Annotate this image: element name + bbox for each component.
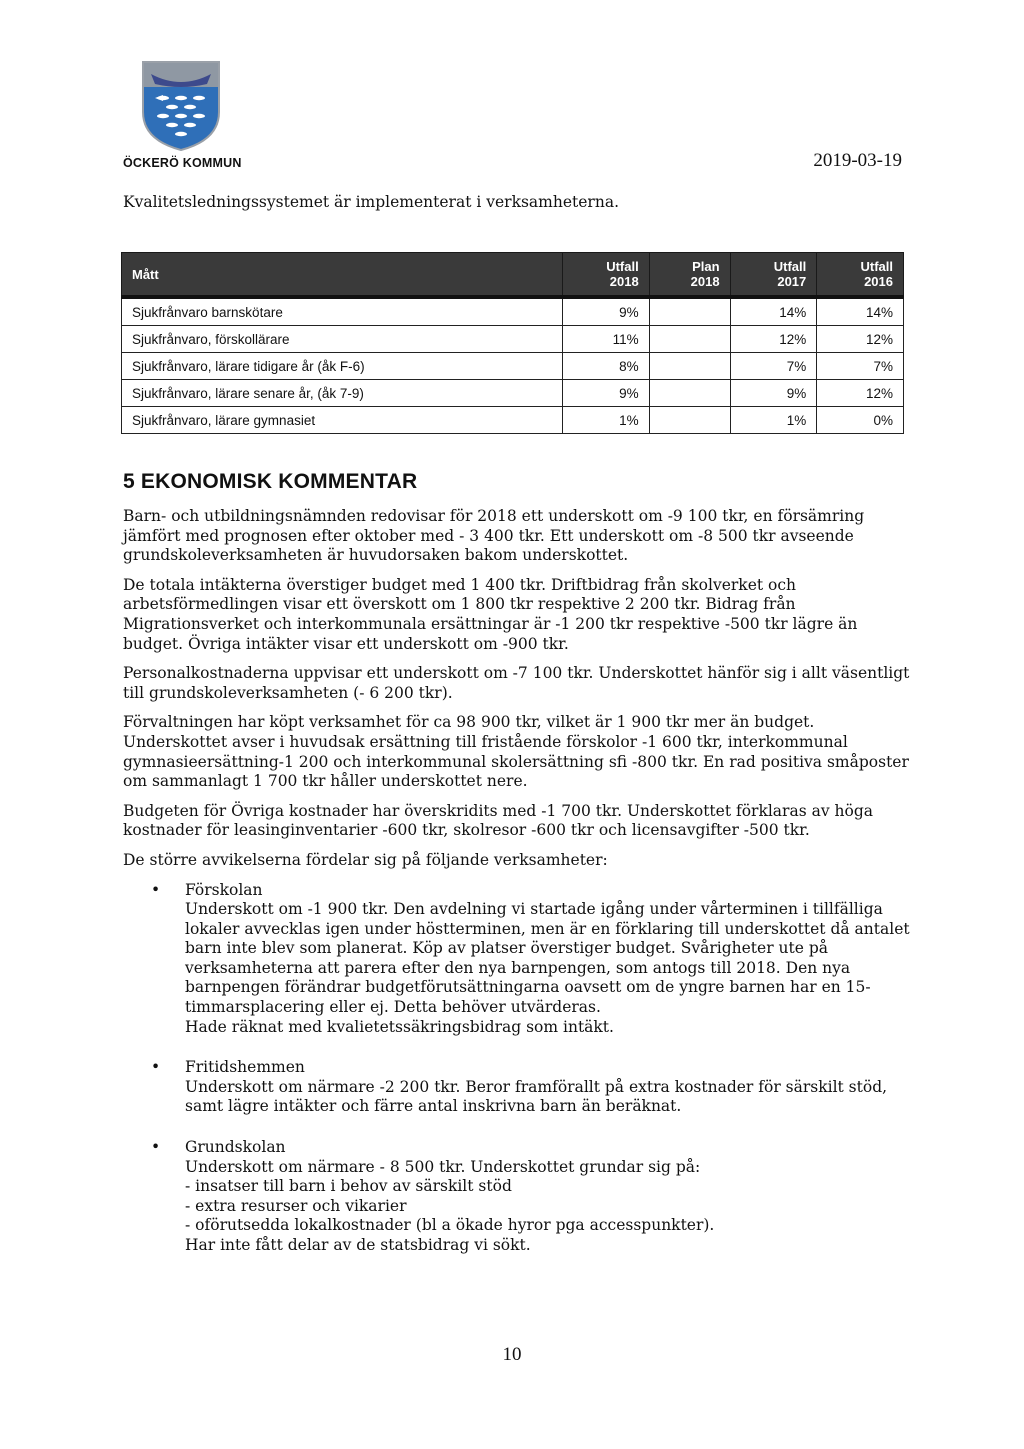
header-utfall-2018: Utfall 2018: [563, 253, 650, 298]
section-body: [123, 507, 913, 1277]
table-cell: 12%: [817, 380, 904, 407]
page-number: 10: [502, 1344, 522, 1365]
paragraph: Budgeten för Övriga kostnader har överskridits med -1 700 tkr. Underskottet förklaras av höga kostnader för leasinginventarier -600 tkr, skolresor -600 tkr och licensavgifter -500 tkr.: [123, 801, 873, 840]
bullet-icon: •: [151, 1058, 161, 1077]
municipality-logo: [123, 60, 241, 172]
table-cell: [649, 407, 730, 434]
list-item-title: Fritidshemmen: [185, 1058, 305, 1077]
table-row: [122, 326, 904, 353]
table-cell: 9%: [730, 380, 817, 407]
table-cell: 14%: [817, 297, 904, 326]
section-heading: 5 EKONOMISK KOMMENTAR: [123, 470, 418, 493]
deviation-list: [123, 881, 913, 1256]
table-cell: 1%: [730, 407, 817, 434]
table-cell: [649, 380, 730, 407]
table-cell-label: Sjukfrånvaro, lärare gymnasiet: [122, 407, 563, 434]
table-cell-label: Sjukfrånvaro, förskollärare: [122, 326, 563, 353]
table-cell: [649, 326, 730, 353]
paragraph: Personalkostnaderna uppvisar ett underskott om -7 100 tkr. Underskottet hänför sig i allt väsentligt till grundskoleverksamheten (- 6 200 tkr).: [123, 664, 910, 702]
intro-text: Kvalitetsledningssystemet är implementerat i verksamheterna.: [123, 193, 619, 211]
list-item: [123, 1138, 913, 1256]
table-cell: 12%: [817, 326, 904, 353]
table-cell: 7%: [730, 353, 817, 380]
table-cell: 7%: [817, 353, 904, 380]
list-item-text: - extra resurser och vikarier: [185, 1196, 407, 1215]
table-cell-label: Sjukfrånvaro barnskötare: [122, 297, 563, 326]
header-matt: Mått: [122, 253, 563, 298]
list-item-text: Underskott om närmare - 8 500 tkr. Underskottet grundar sig på:: [185, 1157, 701, 1176]
table-cell: 14%: [730, 297, 817, 326]
table-row: [122, 353, 904, 380]
header-utfall-2016: Utfall 2016: [817, 253, 904, 298]
list-item-text: - oförutsedda lokalkostnader (bl a ökade hyror pga accesspunkter).: [185, 1216, 715, 1235]
header-utfall-2017: Utfall 2017: [730, 253, 817, 298]
list-item: [123, 1058, 913, 1117]
list-item-text: Underskott om -1 900 tkr. Den avdelning vi startade igång under vårterminen i tillfälliga lokaler avvecklas igen under höstterminen, men är en förklaring till underskottet då antalet barn inte blev som planerat. Köp av platser överstiger budget. Svårigheter ute på verksamheterna att parera efter den nya barnpengen, som antogs till 2018. Den nya barnpengen förändrar budgetförutsättningarna oavsett om de yngre barnen har en 15-timmarsplacering eller ej. Detta behöver utvärderas.: [185, 900, 910, 1017]
sick-leave-table: [121, 252, 904, 434]
table-cell: [649, 353, 730, 380]
table-cell: 9%: [563, 297, 650, 326]
table-cell: 11%: [563, 326, 650, 353]
table-cell-label: Sjukfrånvaro, lärare senare år, (åk 7-9): [122, 380, 563, 407]
coat-of-arms-icon: [141, 60, 221, 152]
table-cell: 9%: [563, 380, 650, 407]
list-item-text: Hade räknat med kvalietetssäkringsbidrag som intäkt.: [185, 1017, 614, 1036]
header-plan-2018: Plan 2018: [649, 253, 730, 298]
document-date: 2019-03-19: [813, 150, 902, 171]
table-cell: 1%: [563, 407, 650, 434]
table-cell: 12%: [730, 326, 817, 353]
list-item: [123, 881, 913, 1038]
table-cell: [649, 297, 730, 326]
list-item-text: Har inte fått delar av de statsbidrag vi sökt.: [185, 1236, 531, 1254]
table-row: [122, 380, 904, 407]
paragraph: Förvaltningen har köpt verksamhet för ca 98 900 tkr, vilket är 1 900 tkr mer än budget. Underskottet avser i huvudsak ersättning till fristående förskolor -1 600 tkr, interkommunal gymnasieersättning-1 200 och interkommunal skolersättning sfi -800 tkr. En rad positiva småposter om sammanlagt 1 700 tkr håller underskottet nere.: [123, 713, 909, 791]
list-item-title: Grundskolan: [185, 1138, 286, 1157]
bullet-icon: •: [151, 1138, 161, 1157]
list-item-text: Underskott om närmare -2 200 tkr. Beror framförallt på extra kostnader för särskilt stöd, samt lägre intäkter och färre antal inskrivna barn än beräknat.: [185, 1077, 888, 1116]
list-item-text: - insatser till barn i behov av särskilt stöd: [185, 1177, 512, 1196]
paragraph: De större avvikelserna fördelar sig på följande verksamheter:: [123, 850, 608, 869]
logo-text: ÖCKERÖ KOMMUN: [123, 156, 242, 170]
table-cell-label: Sjukfrånvaro, lärare tidigare år (åk F-6): [122, 353, 563, 380]
list-item-title: Förskolan: [185, 880, 263, 899]
paragraph: De totala intäkterna överstiger budget med 1 400 tkr. Driftbidrag från skolverket och arbetsförmedlingen visar ett överskott om 1 800 tkr respektive 2 200 tkr. Bidrag från Migrationsverket och interkommunala ersättningar är -1 200 tkr respektive -500 tkr lägre än budget. Övriga intäkter visar ett underskott om -900 tkr.: [123, 575, 858, 653]
paragraph: Barn- och utbildningsnämnden redovisar för 2018 ett underskott om -9 100 tkr, en försämring jämfört med prognosen efter oktober med - 3 400 tkr. Ett underskott om -8 500 tkr avseende grundskoleverksamheten är huvudorsaken bakom underskottet.: [123, 507, 865, 565]
table-row: [122, 297, 904, 326]
table-row: [122, 407, 904, 434]
table-header-row: [122, 253, 904, 298]
table-cell: 0%: [817, 407, 904, 434]
table-cell: 8%: [563, 353, 650, 380]
bullet-icon: •: [151, 880, 161, 899]
